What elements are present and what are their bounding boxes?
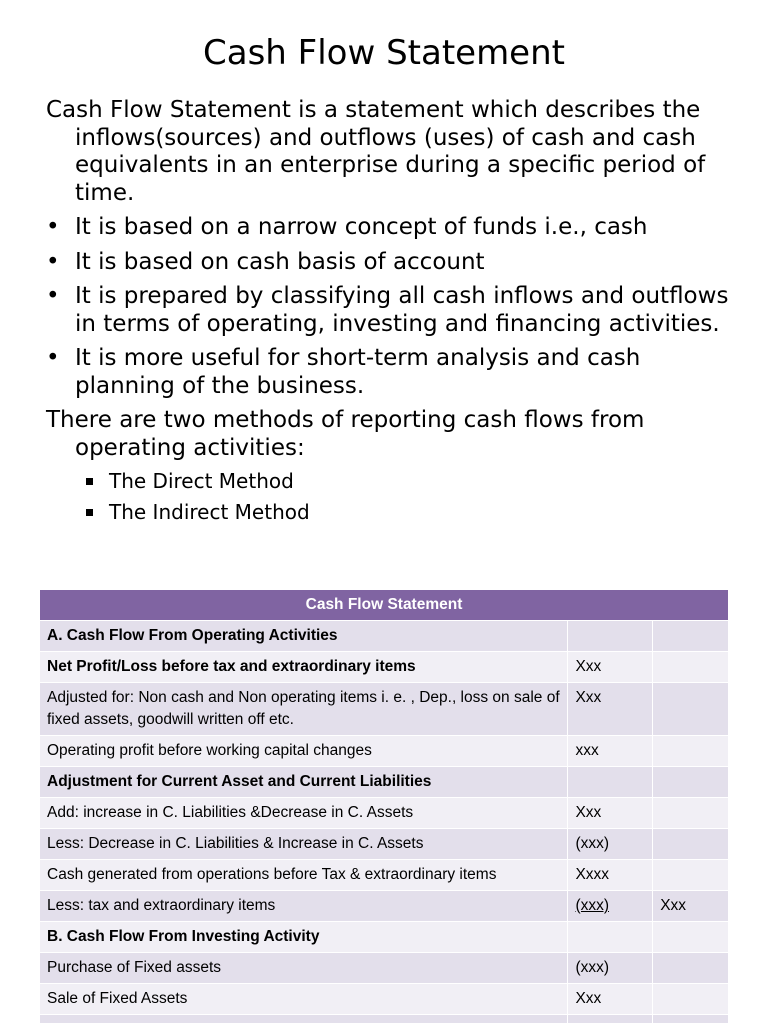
table-row xyxy=(40,891,729,922)
row-total xyxy=(653,767,729,798)
row-label: Less: Decrease in C. Liabilities & Increase in C. Assets xyxy=(40,829,568,860)
row-total xyxy=(653,652,729,683)
bullet-item xyxy=(46,249,746,277)
bullet-dot-icon: • xyxy=(46,345,60,371)
row-label: Adjustment for Current Asset and Current Liabilities xyxy=(40,767,568,798)
row-label: Sale of Fixed Assets xyxy=(40,984,568,1015)
row-label: B. Cash Flow From Investing Activity xyxy=(40,922,568,953)
table-row xyxy=(40,829,729,860)
row-total xyxy=(653,736,729,767)
row-total xyxy=(653,860,729,891)
table-row xyxy=(40,922,729,953)
method-text: The Indirect Method xyxy=(109,500,310,524)
table-row xyxy=(40,953,729,984)
row-total xyxy=(653,683,729,736)
row-total xyxy=(653,798,729,829)
table-row xyxy=(40,736,729,767)
row-amount xyxy=(568,1015,653,1024)
row-label: Cash generated from operations before Tax & extraordinary items xyxy=(40,860,568,891)
method-item xyxy=(86,500,746,525)
row-amount: Xxx xyxy=(568,652,653,683)
row-label: Net Profit/Loss before tax and extraordinary items xyxy=(40,652,568,683)
intro-paragraph: Cash Flow Statement is a statement which describes the inflows(sources) and outflows (uses) of cash and cash equivalents in an enterprise during a specific period of time. xyxy=(46,97,706,206)
bullet-dot-icon: • xyxy=(46,248,60,275)
row-total: Xxx xyxy=(653,891,729,922)
row-label: Purchase of Fixed assets xyxy=(40,953,568,984)
row-label: Operating profit before working capital changes xyxy=(40,736,568,767)
bullet-item xyxy=(46,345,746,400)
row-amount xyxy=(568,621,653,652)
row-total xyxy=(653,984,729,1015)
bullet-text: It is prepared by classifying all cash inflows and outflows in terms of operating, investing and financing activities. xyxy=(75,283,729,337)
table-row xyxy=(40,683,729,736)
table-row xyxy=(40,984,729,1015)
table-row xyxy=(40,1015,729,1024)
row-amount: (xxx) xyxy=(568,891,653,922)
table-row xyxy=(40,798,729,829)
bullet-text: It is based on cash basis of account xyxy=(75,248,485,275)
methods-intro: There are two methods of reporting cash flows from operating activities: xyxy=(46,407,645,461)
method-text: The Direct Method xyxy=(109,469,294,493)
row-amount: Xxx xyxy=(568,683,653,736)
square-bullet-icon xyxy=(86,478,93,485)
methods-list xyxy=(46,469,746,525)
table-row xyxy=(40,767,729,798)
row-total xyxy=(653,829,729,860)
bullet-item xyxy=(46,283,746,338)
bullet-text: It is more useful for short-term analysis and cash planning of the business. xyxy=(75,345,641,399)
bullet-text: It is based on a narrow concept of funds i.e., cash xyxy=(75,214,648,240)
row-amount: (xxx) xyxy=(568,953,653,984)
row-amount: (xxx) xyxy=(568,829,653,860)
row-label: Less: tax and extraordinary items xyxy=(40,891,568,922)
row-total xyxy=(653,621,729,652)
table-row xyxy=(40,621,729,652)
bullet-item xyxy=(46,214,746,242)
table-row xyxy=(40,860,729,891)
table-header-row xyxy=(40,590,729,621)
square-bullet-icon xyxy=(86,509,93,516)
method-item xyxy=(86,469,746,494)
slide-body xyxy=(46,97,746,531)
row-amount: Xxxx xyxy=(568,860,653,891)
row-amount: xxx xyxy=(568,736,653,767)
bullet-dot-icon: • xyxy=(46,283,60,309)
row-label xyxy=(40,1015,568,1024)
row-amount xyxy=(568,922,653,953)
row-amount: Xxx xyxy=(568,798,653,829)
row-amount xyxy=(568,767,653,798)
row-label: Adjusted for: Non cash and Non operating items i. e. , Dep., loss on sale of fixed assets, goodwill written off etc. xyxy=(40,683,568,736)
row-label: A. Cash Flow From Operating Activities xyxy=(40,621,568,652)
row-total xyxy=(653,922,729,953)
row-total xyxy=(653,953,729,984)
cash-flow-table xyxy=(39,589,729,1024)
feature-bullet-list xyxy=(46,214,746,400)
row-label: Add: increase in C. Liabilities &Decrease in C. Assets xyxy=(40,798,568,829)
row-amount: Xxx xyxy=(568,984,653,1015)
row-total xyxy=(653,1015,729,1024)
table-header: Cash Flow Statement xyxy=(40,590,729,621)
bullet-dot-icon: • xyxy=(46,214,60,240)
table-row xyxy=(40,652,729,683)
slide-title: Cash Flow Statement xyxy=(203,33,565,73)
